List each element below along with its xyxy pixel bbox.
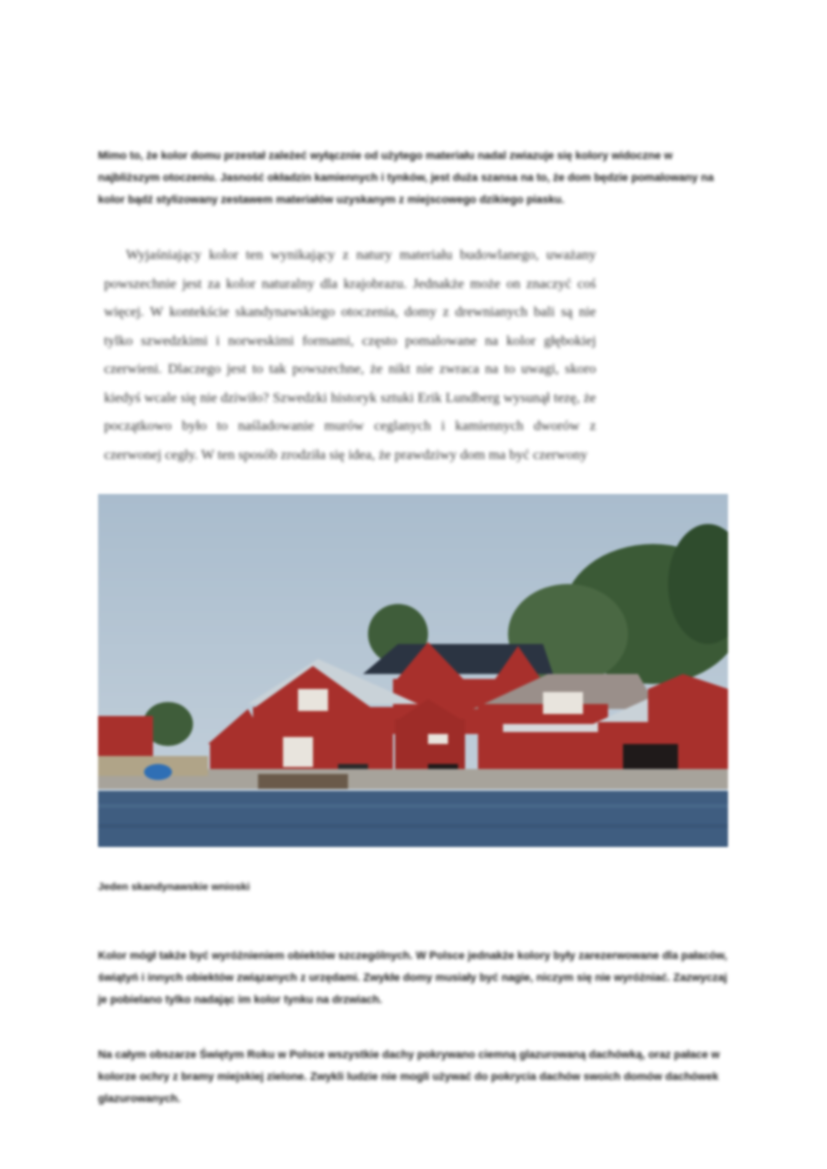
block-quote: Wyjaśniający kolor ten wynikający z natury materiału budowlanego, uważany powszechnie jest za kolor naturalny dla krajobrazu. Jednakże może on znaczyć coś więcej. W kontekście skandynawskiego otoczenia, domy z drewnianych bali są nie tylko szwedzkimi i norweskimi formami, często pomalowane na kolor głębokiej czerwieni. Dlaczego jest to tak powszechne, że nikt nie zwraca na to uwagi, skoro kiedyś wcale się nie dziwiło? Szwedzki historyk sztuki Erik Lundberg wysunął tezę, że początkowo było to naśladowanie murów ceglanych i kamiennych dworów z czerwonej cegły. W ten sposób zrodziła się idea, że prawdziwy dom ma być czerwony — [104, 248, 596, 463]
figure-caption: Jeden skandynawskie wnioski — [98, 880, 250, 893]
paragraph-body-3: Na całym obszarze Świętym Roku w Polsce wszystkie dachy pokrywano ciemną glazurowaną dachówką, oraz pałace w kolorze ochry z bramy miejskiej zielone. Zwykli ludzie nie mogli używać do pokrycia dachów swoich domów dachówek glazurowanych. — [98, 1049, 720, 1105]
paragraph-body-2: Kolor mógł także być wyróżnieniem obiektów szczególnych. W Polsce jednakże kolory były zarezerwowane dla pałaców, świątyń i innych obiektów związanych z urzędami. Zwykłe domy musiały być nagie, niczym się nie wyróżniać. Zazwyczaj je pobielano tylko nadając im kolor tynku na drzwiach. — [98, 950, 728, 1006]
figure-photo-red-houses — [98, 494, 728, 847]
paragraph-intro: Mimo to, że kolor domu przestał zależeć wyłącznie od użytego materiału nadal zwiazuje się kolory widoczne w najbliższym otoczeniu. Jasność okładzin kamiennych i tynków, jest duża szansa na to, że dom będzie pomalowany na kolor bądź stylizowany zestawem materiałów uzyskanym z miejscowego dzikiego piasku. — [98, 150, 714, 206]
